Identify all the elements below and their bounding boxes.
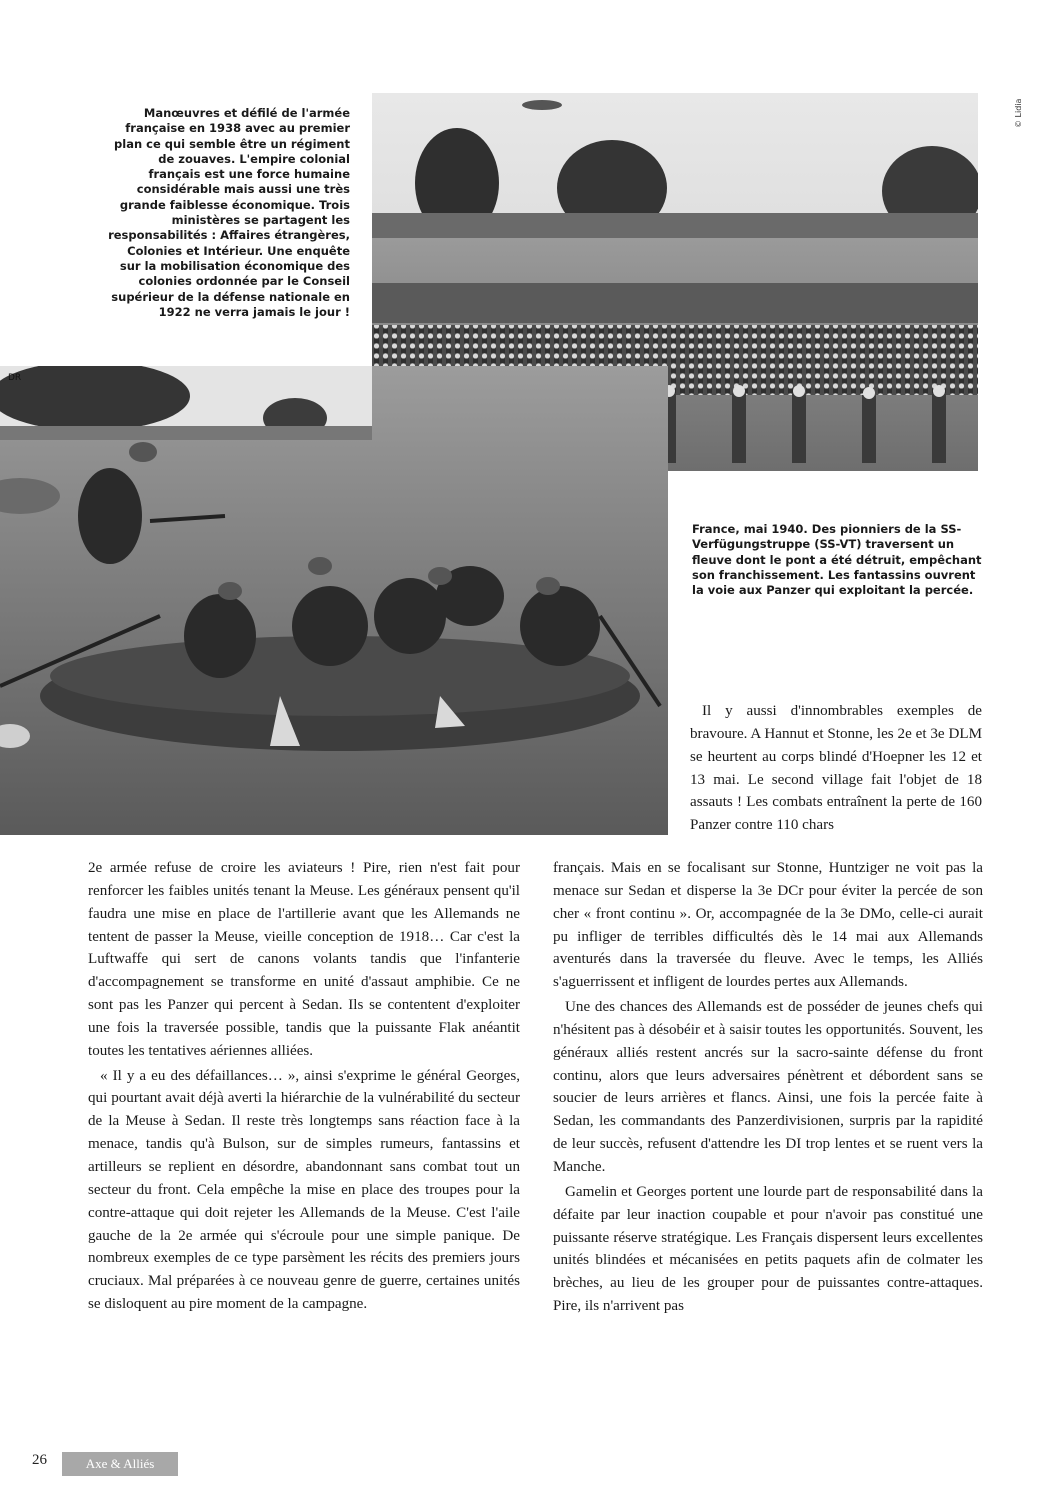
photo-credit: © Lidia (1014, 98, 1023, 128)
body-column-right (553, 857, 983, 1318)
photo-corner-mark: DR (8, 373, 22, 383)
body-paragraph: français. Mais en se focalisant sur Stonne, Huntziger ne voit pas la menace sur Sedan et disperse la 3e DCr pour éviter la percée de son cher « front continu ». Or, accompagnée de la 3e DMo, celle-ci aurait pu infliger de terribles difficultés dès le 14 mai aux Allemands aventurés dans la traversée du fleuve. Avec le temps, les Alliés s'aguerrissent et infligent de lourdes pertes aux Allemands. (553, 860, 983, 991)
parade-caption: Manœuvres et défilé de l'armée française en 1938 avec au premier plan ce qui semble être un régiment de zouaves. L'empire colonial français est une force humaine considérable mais aussi une très grande faiblesse économique. Trois ministères se partagent les responsabilités : Affaires étrangères, Colonies et Intérieur. Une enquête sur la mobilisation économique des colonies ordonnée par le Conseil supérieur de la défense nationale en 1922 ne verra jamais le jour ! (108, 106, 350, 319)
body-paragraph: Gamelin et Georges portent une lourde part de responsabilité dans la défaite par leur inaction coupable et pour n'avoir pas constitué une puissante réserve stratégique. Les Français dispersent leurs excellentes unités blindées et mécanisées en petits paquets afin de colmater les brèches, au lieu de les grouper pour de puissantes contre-attaques. Pire, ils n'arrivent pas (553, 1183, 983, 1315)
river-crossing-photo (0, 366, 668, 835)
river-crossing-caption: France, mai 1940. Des pionniers de la SS-Verfügungstruppe (SS-VT) traversent un fleuve dont le pont a été détruit, empêchant son franchissement. Les fantassins ouvrent la voie aux Panzer qui exploitant la percée. (692, 522, 982, 598)
body-column-left (88, 857, 520, 1316)
body-paragraph: « Il y a eu des défaillances… », ainsi s'exprime le général Georges, qui pourtant avait déjà averti la hiérarchie de la vulnérabilité du secteur de la Meuse à Sedan. Il reste très longtemps sans réaction face à la menace, tandis qu'à Bulson, sur de simples rumeurs, fantassins et artilleurs se replient en désordre, abandonnant sans combat tout un secteur du front. Cela empêche la mise en place des troupes pour la contre-attaque qui doit rejeter les Allemands de la Meuse. C'est l'aile gauche de la 2e armée qui s'écroule pour une simple panique. De nombreux exemples de ce type parsèment les récits des premiers jours cruciaux. Mal préparées à ce nouveau genre de guerre, certaines unités se disloquent au pire moment de la campagne. (88, 1067, 520, 1313)
magazine-name: Axe & Alliés (62, 1452, 178, 1476)
body-paragraph: Il y aussi d'innombrables exemples de bravoure. A Hannut et Stonne, les 2e et 3e DLM se heurtent au corps blindé d'Hoepner les 12 et 13 mai. Le second village fait l'objet de 18 assauts ! Les combats entraînent la perte de 160 Panzer contre 110 chars (690, 703, 982, 834)
page-number: 26 (32, 1452, 47, 1468)
body-paragraph: 2e armée refuse de croire les aviateurs ! Pire, rien n'est fait pour renforcer les faibles unités tenant la Meuse. Les généraux pensent qu'il faudra une mise en place de l'artillerie avant que les Allemands ne tentent de passer la Meuse, vieille conception de 1918… Car c'est la Luftwaffe qui sert de canons volants tandis que l'infanterie d'accompagnement se transforme en unité d'assaut amphibie. Ce ne sont pas les Panzer qui percent à Sedan. Ils se contentent d'exploiter une fois la traversée possible, tandis que la puissante Flak anéantit toutes les tentatives aériennes alliées. (88, 860, 520, 1059)
body-column-right-top (690, 700, 982, 837)
body-paragraph: Une des chances des Allemands est de posséder de jeunes chefs qui n'hésitent pas à désobéir et à saisir toutes les opportunités. Souvent, les généraux alliés restent ancrés sur la sacro-sainte défense du front continu, alors que leurs adversaires pénètrent et débordent sans se soucier de leurs arrières et flancs. Ainsi, une fois la percée faite à Sedan, les commandants des Panzerdivisionen, surpris par la rapidité de leur succès, refusent d'attendre les DI trop lentes et se ruent vers la Manche. (553, 999, 983, 1175)
